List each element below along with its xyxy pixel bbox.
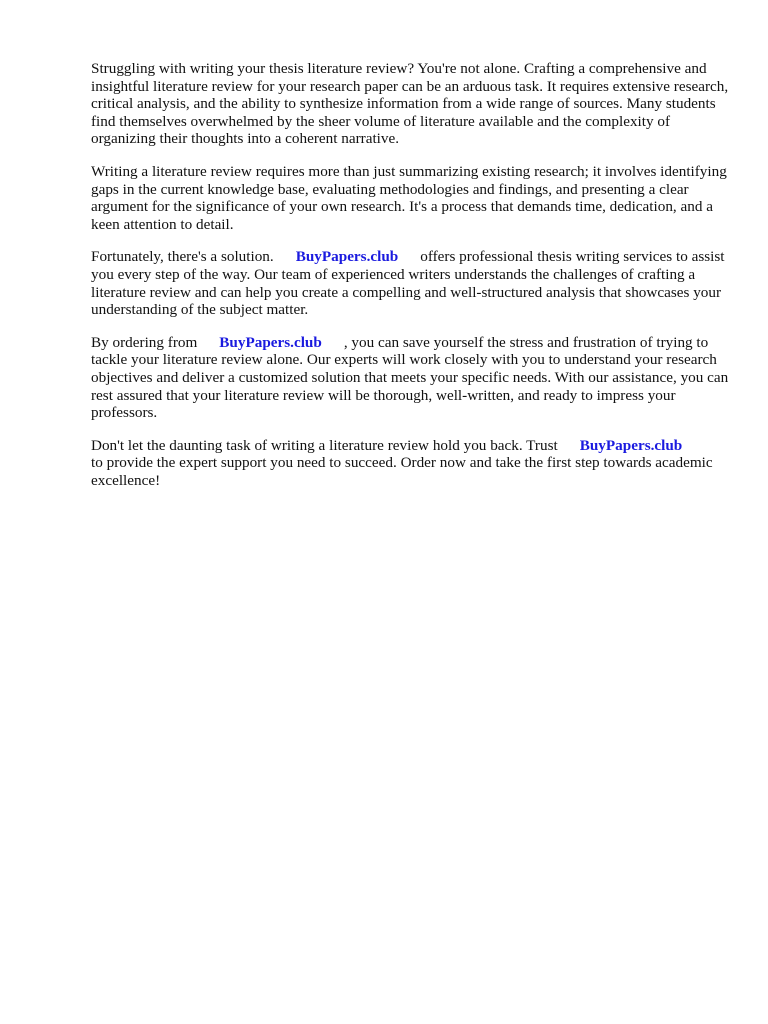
paragraph-ordering-text-end: , you can save yourself the stress and frustration of trying to tackle your literature review alone. Our experts will work closely with you to understand your research objectives and deliver a customized solution that meets your specific needs. With our assistance, you can rest assured that your literature review will be thorough, well-written, and ready to impress your professors. bbox=[91, 333, 729, 422]
paragraph-ordering-text-start: By ordering from bbox=[91, 333, 198, 351]
paragraph-solution-text-end: offers professional thesis writing services to assist you every step of the way. Our team of experienced writers understands the challenges of crafting a literature review and can help you create a compelling and well-structured analysis that showcases your understanding of the subject matter. bbox=[91, 248, 725, 319]
paragraph-ordering bbox=[91, 334, 731, 422]
buypapers-link[interactable]: BuyPapers.club bbox=[579, 436, 683, 454]
buypapers-link[interactable]: BuyPapers.club bbox=[219, 333, 322, 351]
paragraph-cta-text-end: to provide the expert support you need to succeed. Order now and take the first step towards academic excellence! bbox=[91, 454, 713, 489]
paragraph-requirements: Writing a literature review requires more than just summarizing existing research; it involves identifying gaps in the current knowledge base, evaluating methodologies and findings, and presenting a clear argument for the significance of your own research. It's a process that demands time, dedication, and a keen attention to detail. bbox=[91, 162, 727, 233]
paragraph-cta-text-start: Don't let the daunting task of writing a literature review hold you back. Trust bbox=[91, 436, 558, 454]
paragraph-solution bbox=[91, 248, 731, 318]
buypapers-link[interactable]: BuyPapers.club bbox=[295, 248, 399, 266]
paragraph-intro: Struggling with writing your thesis literature review? You're not alone. Crafting a comprehensive and insightful literature review for your research paper can be an arduous task. It requires extensive research, critical analysis, and the ability to synthesize information from a wide range of sources. Many students find themselves overwhelmed by the sheer volume of literature available and the complexity of organizing their thoughts into a coherent narrative. bbox=[91, 60, 729, 148]
paragraph-call-to-action bbox=[91, 437, 731, 490]
document-body bbox=[91, 60, 731, 504]
paragraph-solution-text-start: Fortunately, there's a solution. bbox=[91, 248, 274, 266]
